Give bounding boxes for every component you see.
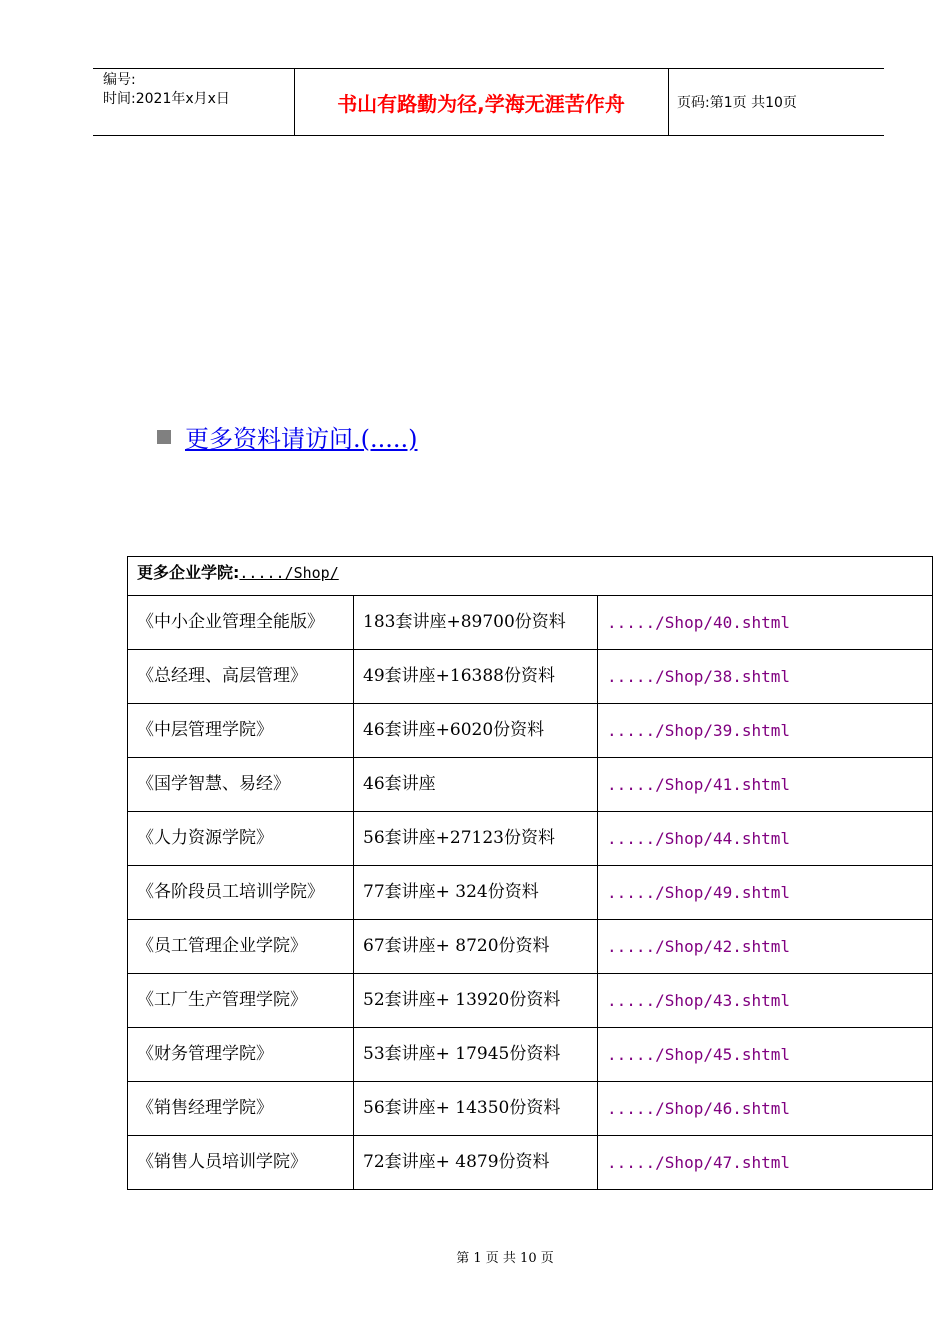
course-link[interactable]: ...../Shop/46.shtml — [598, 1082, 933, 1136]
course-description: 77套讲座+ 324份资料 — [354, 866, 598, 920]
course-link[interactable]: ...../Shop/39.shtml — [598, 704, 933, 758]
course-description: 67套讲座+ 8720份资料 — [354, 920, 598, 974]
course-description: 46套讲座 — [354, 758, 598, 812]
course-name: 《员工管理企业学院》 — [128, 920, 354, 974]
document-number-label: 编号: — [103, 72, 136, 88]
course-link[interactable]: ...../Shop/43.shtml — [598, 974, 933, 1028]
course-name: 《国学智慧、易经》 — [128, 758, 354, 812]
course-name: 《中小企业管理全能版》 — [128, 596, 354, 650]
table-row — [128, 758, 933, 812]
course-link[interactable]: ...../Shop/47.shtml — [598, 1136, 933, 1190]
course-description: 72套讲座+ 4879份资料 — [354, 1136, 598, 1190]
course-name: 《财务管理学院》 — [128, 1028, 354, 1082]
course-description: 53套讲座+ 17945份资料 — [354, 1028, 598, 1082]
course-link[interactable]: ...../Shop/40.shtml — [598, 596, 933, 650]
header-page-number: 页码:第1页 共10页 — [677, 95, 797, 111]
page-header — [93, 68, 884, 136]
course-name: 《各阶段员工培训学院》 — [128, 866, 354, 920]
course-link[interactable]: ...../Shop/42.shtml — [598, 920, 933, 974]
course-description: 46套讲座+6020份资料 — [354, 704, 598, 758]
course-name: 《人力资源学院》 — [128, 812, 354, 866]
square-bullet-icon — [157, 430, 171, 444]
table-row — [128, 866, 933, 920]
course-description: 49套讲座+16388份资料 — [354, 650, 598, 704]
table-row — [128, 650, 933, 704]
table-caption — [128, 557, 933, 596]
header-motto: 书山有路勤为径,学海无涯苦作舟 — [337, 91, 625, 116]
table-row — [128, 812, 933, 866]
course-name: 《销售经理学院》 — [128, 1082, 354, 1136]
course-description: 183套讲座+89700份资料 — [354, 596, 598, 650]
table-caption-row — [128, 557, 933, 596]
course-name: 《销售人员培训学院》 — [128, 1136, 354, 1190]
more-resources-link[interactable]: 更多资料请访问.(.....) — [185, 425, 418, 453]
table-row — [128, 596, 933, 650]
course-name: 《中层管理学院》 — [128, 704, 354, 758]
course-link[interactable]: ...../Shop/38.shtml — [598, 650, 933, 704]
document-time-label: 时间:2021年x月x日 — [103, 91, 230, 107]
table-row — [128, 920, 933, 974]
course-description: 56套讲座+27123份资料 — [354, 812, 598, 866]
course-link[interactable]: ...../Shop/44.shtml — [598, 812, 933, 866]
table-row — [128, 1028, 933, 1082]
header-meta — [103, 71, 230, 109]
table-row — [128, 1136, 933, 1190]
table-row — [128, 974, 933, 1028]
table-row — [128, 704, 933, 758]
course-description: 52套讲座+ 13920份资料 — [354, 974, 598, 1028]
header-divider — [668, 69, 669, 135]
academy-table — [127, 556, 933, 1190]
course-name: 《工厂生产管理学院》 — [128, 974, 354, 1028]
course-link[interactable]: ...../Shop/45.shtml — [598, 1028, 933, 1082]
page-footer: 第 1 页 共 10 页 — [456, 1251, 554, 1266]
table-row — [128, 1082, 933, 1136]
course-link[interactable]: ...../Shop/49.shtml — [598, 866, 933, 920]
course-link[interactable]: ...../Shop/41.shtml — [598, 758, 933, 812]
course-name: 《总经理、高层管理》 — [128, 650, 354, 704]
course-description: 56套讲座+ 14350份资料 — [354, 1082, 598, 1136]
caption-label: 更多企业学院: — [137, 563, 240, 582]
more-resources-line — [157, 419, 418, 454]
shop-link[interactable]: ...../Shop/ — [239, 564, 339, 582]
